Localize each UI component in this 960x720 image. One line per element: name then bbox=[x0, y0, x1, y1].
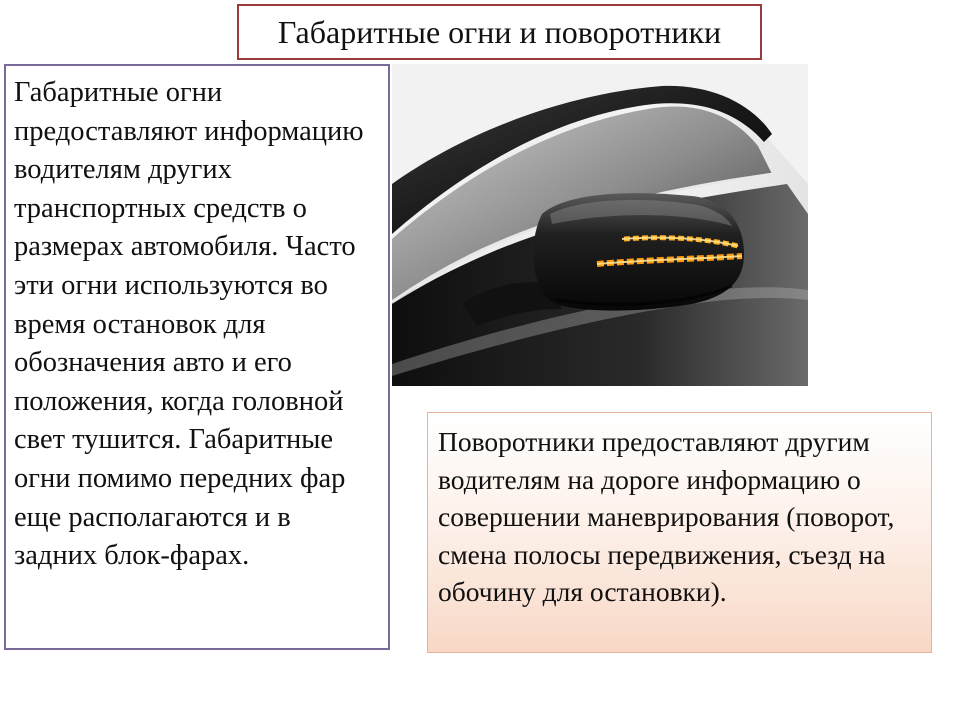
car-mirror-photo bbox=[392, 64, 808, 386]
parking-lights-textbox bbox=[4, 64, 390, 650]
car-mirror-illustration bbox=[392, 64, 808, 386]
slide-title bbox=[237, 4, 762, 60]
turn-signals-description: Поворотники предоставляют другим водителям на дороге информацию о совершении маневрирования (поворот, смена полосы передвижения, съезд на обочину для остановки). bbox=[438, 426, 895, 608]
slide-title-text: Габаритные огни и поворотники bbox=[277, 13, 722, 50]
parking-lights-description: Габаритные огни предоставляют информацию водителям других транспортных средств о размерах автомобиля. Часто эти огни используются во время остановок для обозначения авто и его положения, когда головной свет тушится. Габаритные огни помимо передних фар еще располагаются и в задних блок-фарах. bbox=[14, 77, 364, 572]
turn-signals-textbox bbox=[427, 412, 932, 653]
